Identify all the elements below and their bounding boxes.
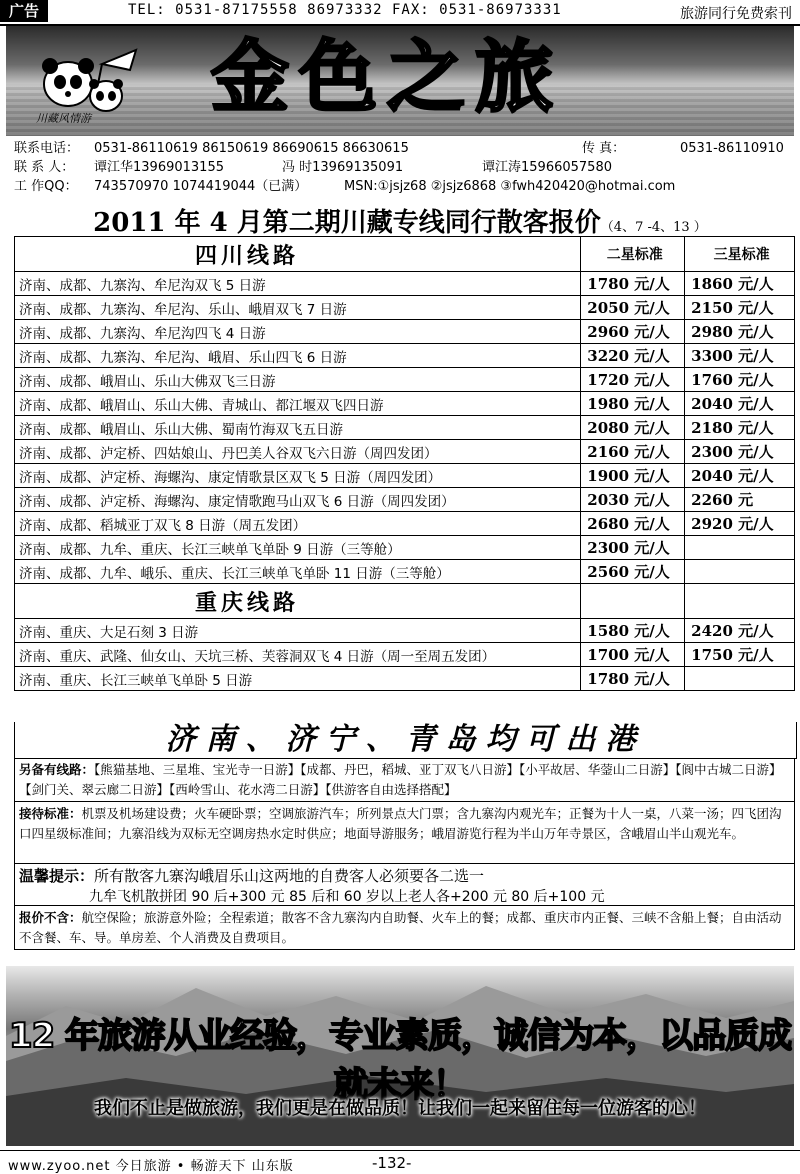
two-star-price: 1780 元/人 bbox=[581, 667, 685, 691]
table-row bbox=[15, 512, 795, 536]
three-star-price: 1760 元/人 bbox=[685, 368, 795, 392]
tips-label: 温馨提示： bbox=[19, 867, 95, 885]
three-star-price: 3300 元/人 bbox=[685, 344, 795, 368]
table-row bbox=[15, 488, 795, 512]
route-cell: 济南、成都、九寨沟、牟尼沟四飞 4 日游 bbox=[15, 320, 581, 344]
warm-tips bbox=[14, 864, 795, 906]
two-star-price: 1700 元/人 bbox=[581, 643, 685, 667]
route-cell: 济南、重庆、大足石刻 3 日游 bbox=[15, 619, 581, 643]
two-star-price: 2680 元/人 bbox=[581, 512, 685, 536]
phone-row bbox=[14, 139, 790, 158]
extra-routes-label: 另备有线路： bbox=[19, 762, 95, 777]
two-star-price: 1580 元/人 bbox=[581, 619, 685, 643]
contact-person-2: 冯 时13969135091 bbox=[282, 160, 404, 175]
fax-number: 0531-86110910 bbox=[680, 141, 784, 156]
route-cell: 济南、成都、峨眉山、乐山大佛、蜀南竹海双飞五日游 bbox=[15, 416, 581, 440]
route-cell: 济南、重庆、武隆、仙女山、天坑三桥、芙蓉洞双飞 4 日游（周一至周五发团） bbox=[15, 643, 581, 667]
sichuan-section-header bbox=[15, 237, 795, 272]
footer-site: www.zyoo.net 今日旅游 • 畅游天下 山东版 bbox=[8, 1159, 294, 1174]
tips-line-1: 所有散客九寨沟峨眉乐山这两地的自费客人必须要各二选一 bbox=[94, 867, 485, 885]
two-star-price: 1900 元/人 bbox=[581, 464, 685, 488]
page-footer bbox=[0, 1150, 800, 1173]
reception-label: 接待标准： bbox=[19, 806, 82, 821]
empty-cell bbox=[581, 584, 685, 619]
chongqing-section-header bbox=[15, 584, 795, 619]
table-row bbox=[15, 296, 795, 320]
extra-routes bbox=[14, 758, 795, 802]
sichuan-section-title: 四川线路 bbox=[15, 237, 581, 272]
ad-tag: 广告 bbox=[0, 0, 48, 22]
two-star-price: 2300 元/人 bbox=[581, 536, 685, 560]
three-star-price: 2920 元/人 bbox=[685, 512, 795, 536]
three-star-price bbox=[685, 560, 795, 584]
table-row bbox=[15, 416, 795, 440]
headline-title: 2011 年 4 月第二期川藏专线同行散客报价 bbox=[93, 208, 601, 238]
headline-dates: （4、7 -4、13 ） bbox=[600, 220, 707, 235]
main-slogan: 12 年旅游从业经验，专业素质，诚信为本，以品质成就未来！ bbox=[8, 1016, 792, 1105]
route-cell: 济南、成都、九寨沟、牟尼沟双飞 5 日游 bbox=[15, 272, 581, 296]
two-star-price: 2560 元/人 bbox=[581, 560, 685, 584]
three-star-price bbox=[685, 667, 795, 691]
two-star-price: 1720 元/人 bbox=[581, 368, 685, 392]
extra-routes-text: 【熊猫基地、三星堆、宝光寺一日游】【成都、丹巴，稻城、亚丁双飞八日游】【小平故居、华蓥山二日游】【阆中古城二日游】【剑门关、翠云廊二日游】【西岭雪山、花水湾二日游】【供游客自由选择搭配】 bbox=[19, 762, 782, 797]
table-row bbox=[15, 320, 795, 344]
table-row bbox=[15, 440, 795, 464]
two-star-price: 2030 元/人 bbox=[581, 488, 685, 512]
page-number: -132- bbox=[372, 1154, 412, 1172]
two-star-price: 2050 元/人 bbox=[581, 296, 685, 320]
three-star-price bbox=[685, 536, 795, 560]
two-star-price: 2160 元/人 bbox=[581, 440, 685, 464]
price-table bbox=[14, 236, 795, 691]
three-star-price: 2040 元/人 bbox=[685, 464, 795, 488]
three-star-price: 1860 元/人 bbox=[685, 272, 795, 296]
route-cell: 济南、成都、泸定桥、海螺沟、康定情歌景区双飞 5 日游（周四发团） bbox=[15, 464, 581, 488]
contact-block bbox=[14, 139, 790, 196]
person-label: 联 系 人： bbox=[14, 160, 75, 175]
empty-cell bbox=[685, 584, 795, 619]
price-headline bbox=[0, 202, 800, 239]
table-row bbox=[15, 560, 795, 584]
three-star-price: 2980 元/人 bbox=[685, 320, 795, 344]
two-star-price: 1980 元/人 bbox=[581, 392, 685, 416]
route-cell: 济南、成都、九寨沟、牟尼沟、峨眉、乐山四飞 6 日游 bbox=[15, 344, 581, 368]
phone-label: 联系电话： bbox=[14, 141, 80, 156]
route-cell: 济南、重庆、长江三峡单飞单卧 5 日游 bbox=[15, 667, 581, 691]
two-star-header: 二星标准 bbox=[581, 237, 685, 272]
table-row bbox=[15, 344, 795, 368]
qq-label: 工 作QQ： bbox=[14, 179, 78, 194]
reception-standard bbox=[14, 802, 795, 864]
header-banner bbox=[6, 26, 794, 136]
price-excludes bbox=[14, 906, 795, 950]
table-row bbox=[15, 272, 795, 296]
route-cell: 济南、成都、泸定桥、四姑娘山、丹巴美人谷双飞六日游（周四发团） bbox=[15, 440, 581, 464]
three-star-price: 2260 元 bbox=[685, 488, 795, 512]
person-row bbox=[14, 158, 790, 177]
contact-person-3: 谭江涛15966057580 bbox=[482, 160, 612, 175]
route-cell: 济南、成都、九寨沟、牟尼沟、乐山、峨眉双飞 7 日游 bbox=[15, 296, 581, 320]
three-star-price: 2040 元/人 bbox=[685, 392, 795, 416]
qq-numbers: 743570970 1074419044（已满） bbox=[94, 179, 308, 194]
route-cell: 济南、成都、九牟、峨乐、重庆、长江三峡单飞单卧 11 日游（三等舱） bbox=[15, 560, 581, 584]
route-cell: 济南、成都、峨眉山、乐山大佛双飞三日游 bbox=[15, 368, 581, 392]
two-star-price: 2080 元/人 bbox=[581, 416, 685, 440]
three-star-header: 三星标准 bbox=[685, 237, 795, 272]
phone-numbers: 0531-86110619 86150619 86690615 86630615 bbox=[94, 141, 409, 156]
top-contact-line: TEL: 0531-87175558 86973332 FAX: 0531-86973331 bbox=[128, 2, 562, 18]
departure-ports: 济南、济宁、青岛均可出港 bbox=[14, 722, 797, 759]
table-row bbox=[15, 464, 795, 488]
fax-label: 传 真： bbox=[582, 141, 626, 156]
route-cell: 济南、成都、峨眉山、乐山大佛、青城山、都江堰双飞四日游 bbox=[15, 392, 581, 416]
tips-line-2: 九牟飞机散拼团 90 后+300 元 85 后和 60 岁以上老人各+200 元 80 后+100 元 bbox=[89, 889, 605, 905]
three-star-price: 2420 元/人 bbox=[685, 619, 795, 643]
logo-caption: 川藏风情游 bbox=[36, 112, 91, 125]
free-magazine-tag: 旅游同行免费索刊 bbox=[680, 6, 792, 22]
brand-title: 金色之旅 bbox=[211, 32, 564, 123]
three-star-price: 2150 元/人 bbox=[685, 296, 795, 320]
two-star-price: 1780 元/人 bbox=[581, 272, 685, 296]
excludes-label: 报价不含： bbox=[19, 910, 82, 925]
sub-slogan: 我们不止是做旅游，我们更是在做品质！让我们一起来留住每一位游客的心！ bbox=[94, 1098, 706, 1119]
reception-text: 机票及机场建设费；火车硬卧票；空调旅游汽车；所列景点大门票；含九寨沟内观光车；正餐为十人一桌，八菜一汤；四飞团沟口四星级标准间；九寨沿线为双标无空调房热水定时供应；地面导游服务；峨眉游览行程为半山万年寺景区，含峨眉山半山观光车。 bbox=[19, 806, 782, 841]
chongqing-section-title: 重庆线路 bbox=[15, 584, 581, 619]
route-cell: 济南、成都、泸定桥、海螺沟、康定情歌跑马山双飞 6 日游（周四发团） bbox=[15, 488, 581, 512]
table-row bbox=[15, 392, 795, 416]
table-row bbox=[15, 667, 795, 691]
qq-row bbox=[14, 177, 790, 196]
three-star-price: 2300 元/人 bbox=[685, 440, 795, 464]
three-star-price: 2180 元/人 bbox=[685, 416, 795, 440]
table-row bbox=[15, 619, 795, 643]
table-row bbox=[15, 368, 795, 392]
route-cell: 济南、成都、九牟、重庆、长江三峡单飞单卧 9 日游（三等舱） bbox=[15, 536, 581, 560]
table-row bbox=[15, 643, 795, 667]
route-cell: 济南、成都、稻城亚丁双飞 8 日游（周五发团） bbox=[15, 512, 581, 536]
msn-accounts: MSN:①jsjz68 ②jsjz6868 ③fwh420420@hotmai.com bbox=[344, 179, 676, 194]
two-star-price: 3220 元/人 bbox=[581, 344, 685, 368]
three-star-price: 1750 元/人 bbox=[685, 643, 795, 667]
excludes-text: 航空保险；旅游意外险；全程索道；散客不含九寨沟内自助餐、火车上的餐；成都、重庆市内正餐、三峡不含船上餐；自由活动不含餐、车、导。单房差、个人消费及自费项目。 bbox=[19, 910, 782, 945]
table-row bbox=[15, 536, 795, 560]
contact-person-1: 谭江华13969013155 bbox=[94, 160, 224, 175]
two-star-price: 2960 元/人 bbox=[581, 320, 685, 344]
